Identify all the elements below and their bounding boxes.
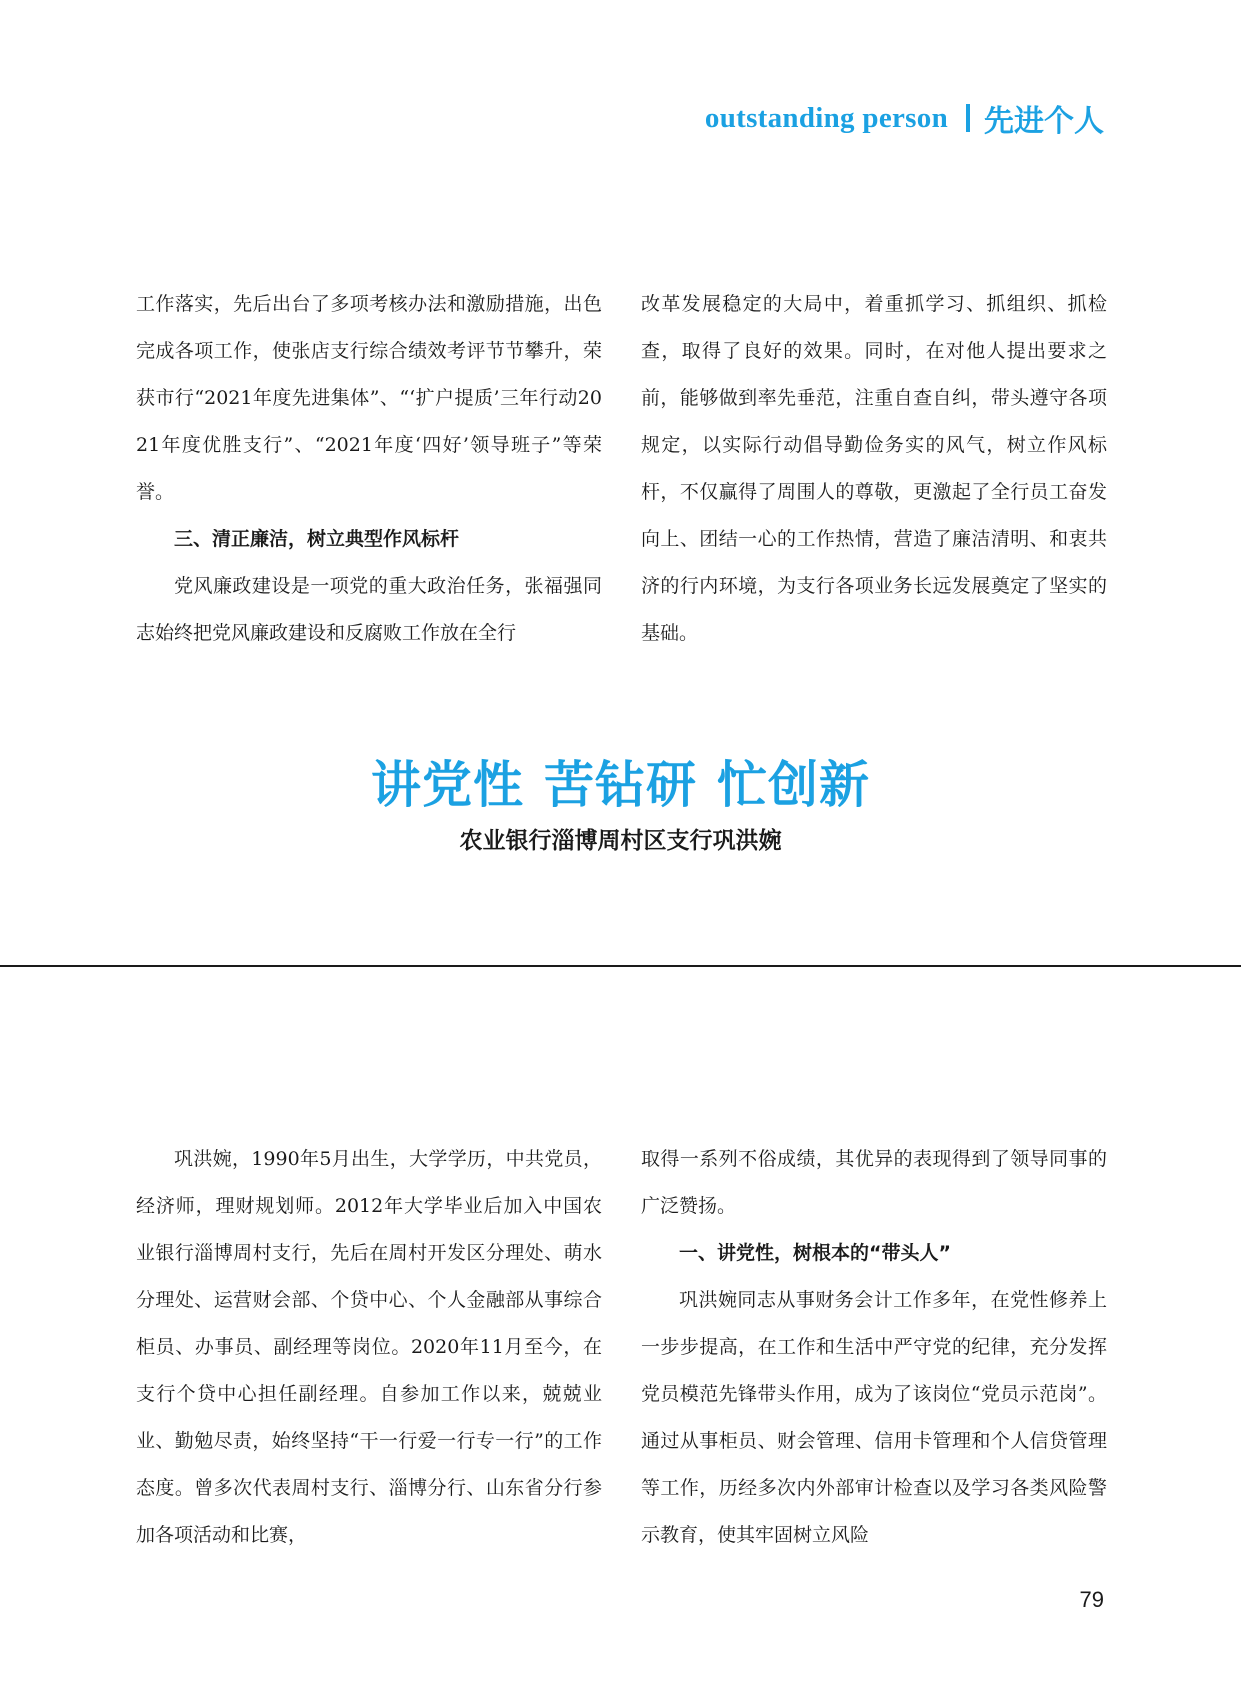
title-part: 忙创新: [717, 756, 870, 814]
header-english-label: outstanding person: [704, 101, 948, 134]
title-part: 苦钻研: [544, 756, 697, 814]
paragraph: 取得一系列不俗成绩，其优异的表现得到了领导同事的广泛赞扬。: [641, 1148, 1107, 1217]
paragraph: 改革发展稳定的大局中，着重抓学习、抓组织、抓检查，取得了良好的效果。同时，在对他人提出要求之前，能够做到率先垂范，注重自查自纠，带头遵守各项规定，以实际行动倡导勤俭务实的风气，树立作风标杆，不仅赢得了周围人的尊敬，更激起了全行员工奋发向上、团结一心的工作热情，营造了廉洁清明、和衷共济的行内环境，为支行各项业务长远发展奠定了坚实的基础。: [641, 293, 1107, 644]
section-heading: 一、讲党性，树根本的“带头人”: [679, 1242, 951, 1264]
section-heading: 三、清正廉洁，树立典型作风标杆: [174, 528, 460, 550]
paragraph: 工作落实，先后出台了多项考核办法和激励措施，出色完成各项工作，使张店支行综合绩效考评节节攀升，荣获市行“2021年度先进集体”、“‘扩户提质’三年行动2021年度优胜支行”、“2021年度‘四好’领导班子”等荣誉。: [136, 293, 602, 503]
running-header: [705, 96, 1104, 140]
page-number: 79: [1079, 1587, 1104, 1612]
article-right-column: [641, 1136, 1107, 1559]
article-title-block: [0, 752, 1241, 858]
paragraph: 党风廉政建设是一项党的重大政治任务，张福强同志始终把党风廉政建设和反腐败工作放在全行: [136, 575, 602, 644]
horizontal-divider: [0, 965, 1241, 967]
paragraph: 巩洪婉同志从事财务会计工作多年，在党性修养上一步步提高，在工作和生活中严守党的纪律，充分发挥党员模范先锋带头作用，成为了该岗位“党员示范岗”。通过从事柜员、财会管理、信用卡管理和个人信贷管理等工作，历经多次内外部审计检查以及学习各类风险警示教育，使其牢固树立风险: [641, 1289, 1107, 1546]
article-left-column: [136, 1136, 602, 1559]
article-byline: 农业银行淄博周村区支行巩洪婉: [459, 828, 782, 854]
previous-article-left-column: [136, 281, 602, 657]
title-part: 讲党性: [371, 756, 524, 814]
header-chinese-label: 先进个人: [984, 104, 1104, 139]
paragraph: 巩洪婉，1990年5月出生，大学学历，中共党员，经济师，理财规划师。2012年大学毕业后加入中国农业银行淄博周村支行，先后在周村开发区分理处、萌水分理处、运营财会部、个贷中心、个人金融部从事综合柜员、办事员、副经理等岗位。2020年11月至今，在支行个贷中心担任副经理。自参加工作以来，兢兢业业、勤勉尽责，始终坚持“干一行爱一行专一行”的工作态度。曾多次代表周村支行、淄博分行、山东省分行参加各项活动和比赛，: [136, 1148, 602, 1546]
article-title: [0, 752, 1241, 818]
previous-article-right-column: [641, 281, 1107, 657]
header-separator: [966, 104, 970, 132]
